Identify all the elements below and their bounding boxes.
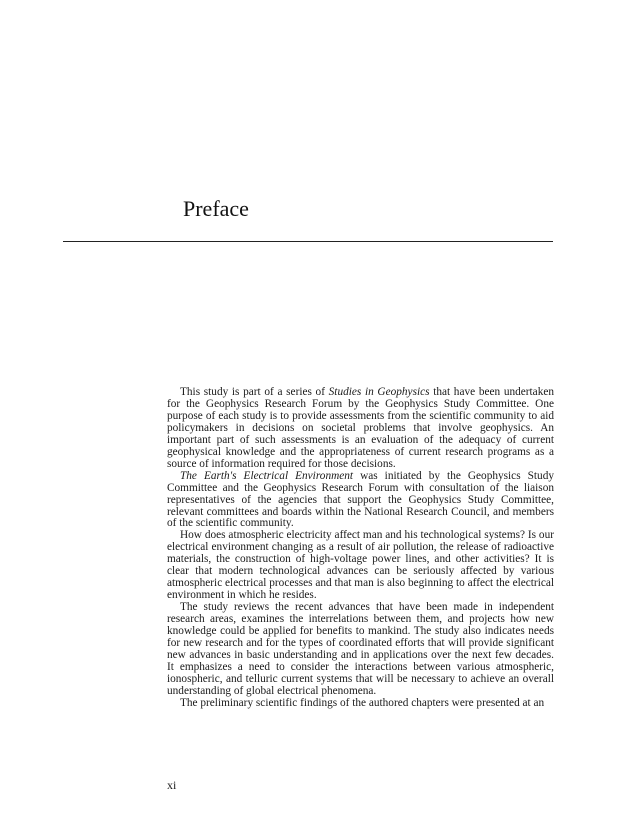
paragraph — [167, 602, 554, 698]
paragraph — [167, 698, 554, 710]
paragraph-text: was initiated by the Geophysics Study Committee and the Geophysics Research Forum with consultation of the liaison representatives of the agencies that support the Geophysics Study Committee, relevant committees and boards within the National Research Council, and members of the scientific community. — [167, 469, 554, 530]
italic-title-text: Studies in Geophysics — [328, 386, 430, 398]
body-text — [167, 387, 554, 710]
paragraph-text: The study reviews the recent advances that have been made in independent research areas, examines the interrelations between them, and projects how new knowledge could be applied for benefits to mankind. The study also indicates needs for new research and for the types of coordinated efforts that will provide significant new advances in basic understanding and in applications over the next few decades. It emphasizes a need to consider the interactions between various atmospheric, ionospheric, and telluric current systems that will be necessary to achieve an overall understanding of global electrical phenomena. — [167, 601, 554, 697]
page-number: xi — [167, 778, 177, 792]
paragraph — [167, 530, 554, 602]
italic-title-text: The Earth's Electrical Environment — [180, 469, 354, 482]
paragraph-text: This study is part of a series of — [180, 386, 329, 398]
paragraph-text: The preliminary scientific findings of the authored chapters were presented at an — [180, 696, 545, 709]
paragraph — [167, 387, 554, 471]
page-title: Preface — [183, 196, 249, 221]
paragraph — [167, 471, 554, 531]
paragraph-text: that have been undertaken for the Geophysics Research Forum by the Geophysics Study Committee. One purpose of each study is to provide assessments from the scientific community to aid policymakers in decisions on societal problems that involve geophysics. An important part of such assessments is an evaluation of the adequacy of current geophysical knowledge and the appropriateness of current research programs as a source of information required for those decisions. — [167, 386, 555, 470]
title-rule — [63, 241, 553, 242]
paragraph-text: How does atmospheric electricity affect man and his technological systems? Is our electrical environment changing as a result of air pollution, the release of radioactive materials, the construction of high-voltage power lines, and other activities? It is clear that modern technological advances can be seriously affected by various atmospheric electrical processes and that man is also beginning to affect the electrical environment in which he resides. — [167, 529, 554, 602]
